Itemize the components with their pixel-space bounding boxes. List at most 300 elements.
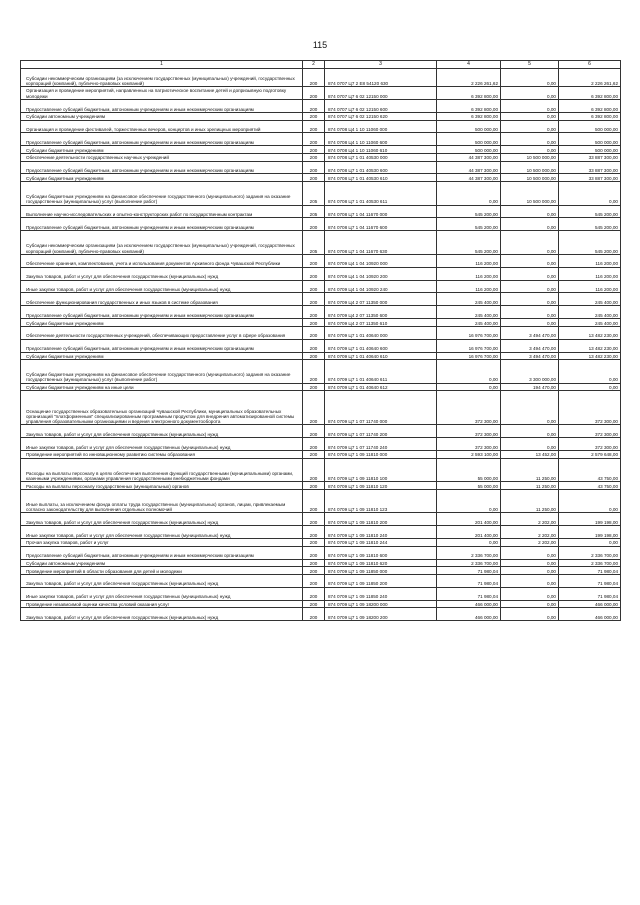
- row-amount-approved: 201 400,00: [437, 513, 501, 526]
- row-amount-total: 372 300,00: [559, 425, 621, 438]
- table-row: [21, 383, 621, 391]
- row-amount-change: 11 250,00: [501, 482, 559, 490]
- table-row: [21, 120, 621, 133]
- row-classification-code: 874 0708 Ц7 1 01 40530 600: [325, 161, 437, 174]
- row-description: Субсидии бюджетным учреждениям: [21, 146, 303, 154]
- row-amount-total: 0,00: [559, 182, 621, 206]
- table-row: [21, 513, 621, 526]
- row-amount-total: 33 887 300,00: [559, 153, 621, 161]
- row-code: 200: [303, 526, 325, 539]
- row-code: 200: [303, 574, 325, 587]
- row-amount-approved: 2 593 100,00: [437, 451, 501, 459]
- table-row: [21, 526, 621, 539]
- row-code: 200: [303, 539, 325, 547]
- table-row: [21, 546, 621, 559]
- row-amount-approved: 466 000,00: [437, 608, 501, 621]
- row-amount-total: 500 000,00: [559, 146, 621, 154]
- row-classification-code: 874 0709 Ц7 1 09 11810 240: [325, 526, 437, 539]
- row-code: 200: [303, 254, 325, 267]
- row-description: Организация и проведение фестивалей, торжественных вечеров, концертов и иных зрелищных мероприятий: [21, 120, 303, 133]
- row-amount-change: 0,00: [501, 254, 559, 267]
- row-amount-change: 0,00: [501, 231, 559, 255]
- row-classification-code: 874 0708 Ц7 1 04 11670 630: [325, 231, 437, 255]
- row-amount-total: 0,00: [559, 360, 621, 384]
- row-amount-total: 466 000,00: [559, 600, 621, 608]
- row-amount-total: 13 482 230,00: [559, 339, 621, 352]
- row-code: 200: [303, 100, 325, 113]
- row-classification-code: 874 0709 Ц7 1 09 11810 120: [325, 482, 437, 490]
- table-row: [21, 306, 621, 319]
- row-description: Субсидии бюджетным учреждениям: [21, 174, 303, 182]
- row-classification-code: 874 0709 Ц7 1 01 40640 612: [325, 383, 437, 391]
- row-classification-code: 874 0709 Ц7 1 09 11810 123: [325, 489, 437, 513]
- row-classification-code: 874 0707 Ц7 6 02 12150 000: [325, 87, 437, 100]
- row-amount-approved: 16 976 700,00: [437, 352, 501, 360]
- row-description: Расходы на выплаты персоналу в целях обеспечения выполнения функций государственными (муниципальными) органами, казенными учреждениями, органами управления государственными внебюджетными фондами: [21, 458, 303, 482]
- row-classification-code: 874 0708 Ц7 1 04 11670 000: [325, 205, 437, 218]
- row-amount-change: 3 494 470,00: [501, 326, 559, 339]
- row-description: Предоставление субсидий бюджетным, автономным учреждениям и иным некоммерческим организациям: [21, 133, 303, 146]
- row-classification-code: 874 0709 Ц7 1 09 11850 000: [325, 567, 437, 575]
- row-description: Субсидии некоммерческим организациям (за исключением государственных (муниципальных) учреждений, государственных корпораций (компаний), публично-правовых компаний): [21, 231, 303, 255]
- row-amount-change: 0,00: [501, 133, 559, 146]
- row-code: 200: [303, 339, 325, 352]
- row-description: Предоставление субсидий бюджетным, автономным учреждениям и иным некоммерческим организациям: [21, 161, 303, 174]
- row-code: 200: [303, 451, 325, 459]
- row-amount-change: 11 250,00: [501, 489, 559, 513]
- row-amount-approved: 245 400,00: [437, 319, 501, 327]
- row-amount-total: 33 887 300,00: [559, 161, 621, 174]
- row-description: Закупка товаров, работ и услуг для обеспечения государственных (муниципальных) нужд: [21, 574, 303, 587]
- row-amount-approved: 372 300,00: [437, 425, 501, 438]
- row-classification-code: 874 0708 Ц7 1 01 40530 610: [325, 174, 437, 182]
- row-classification-code: 874 0709 Ц4 1 04 10920 200: [325, 267, 437, 280]
- row-classification-code: 874 0709 Ц7 1 09 18200 200: [325, 608, 437, 621]
- row-classification-code: 874 0709 Ц7 1 01 40640 000: [325, 326, 437, 339]
- row-amount-total: 500 000,00: [559, 120, 621, 133]
- row-classification-code: 874 0709 Ц7 1 09 11850 200: [325, 574, 437, 587]
- column-number: 4: [437, 61, 501, 69]
- row-amount-change: 0,00: [501, 205, 559, 218]
- row-amount-approved: 2 336 700,00: [437, 559, 501, 567]
- row-amount-total: 2 579 648,00: [559, 451, 621, 459]
- row-classification-code: 874 0709 Ц7 1 09 11810 620: [325, 559, 437, 567]
- row-amount-change: 0,00: [501, 319, 559, 327]
- row-classification-code: 874 0709 Ц7 1 09 11810 600: [325, 546, 437, 559]
- row-amount-approved: 16 976 700,00: [437, 326, 501, 339]
- row-code: 200: [303, 161, 325, 174]
- table-row: [21, 339, 621, 352]
- row-classification-code: 874 0709 Ц7 1 09 11810 244: [325, 539, 437, 547]
- row-description: Иные закупки товаров, работ и услуг для обеспечения государственных (муниципальных) нужд: [21, 438, 303, 451]
- column-number-row: [21, 61, 621, 69]
- row-amount-change: 0,00: [501, 546, 559, 559]
- row-amount-total: 43 750,00: [559, 458, 621, 482]
- row-amount-total: 6 392 800,00: [559, 112, 621, 120]
- row-code: 200: [303, 438, 325, 451]
- row-amount-change: 2 202,00: [501, 526, 559, 539]
- row-code: 200: [303, 458, 325, 482]
- row-description: Проведение мероприятий в области образования для детей и молодежи: [21, 567, 303, 575]
- row-description: Субсидии бюджетным учреждениям на финансовое обеспечение государственного (муниципального) задания на оказание государственных (муниципальных) услуг (выполнение работ): [21, 360, 303, 384]
- table-row: [21, 326, 621, 339]
- row-amount-change: 10 500 000,00: [501, 153, 559, 161]
- row-classification-code: 874 0708 Ц7 1 01 40530 611: [325, 182, 437, 206]
- row-amount-change: 0,00: [501, 293, 559, 306]
- row-amount-change: 3 494 470,00: [501, 352, 559, 360]
- row-amount-change: 0,00: [501, 574, 559, 587]
- row-amount-total: 116 200,00: [559, 254, 621, 267]
- table-row: [21, 69, 621, 87]
- row-amount-total: 466 000,00: [559, 608, 621, 621]
- row-amount-approved: 116 200,00: [437, 267, 501, 280]
- row-amount-total: 116 200,00: [559, 280, 621, 293]
- table-row: [21, 451, 621, 459]
- row-code: 200: [303, 513, 325, 526]
- row-code: 200: [303, 482, 325, 490]
- table-row: [21, 391, 621, 425]
- row-description: Закупка товаров, работ и услуг для обеспечения государственных (муниципальных) нужд: [21, 425, 303, 438]
- row-amount-total: 13 482 230,00: [559, 352, 621, 360]
- row-amount-approved: 245 400,00: [437, 293, 501, 306]
- row-code: 200: [303, 280, 325, 293]
- row-amount-total: 2 226 261,62: [559, 69, 621, 87]
- table-row: [21, 112, 621, 120]
- row-amount-total: 372 300,00: [559, 438, 621, 451]
- column-number: 3: [325, 61, 437, 69]
- table-row: [21, 205, 621, 218]
- row-code: 200: [303, 133, 325, 146]
- row-code: 200: [303, 218, 325, 231]
- row-description: Обеспечение деятельности государственных научных учреждений: [21, 153, 303, 161]
- row-amount-total: 2 336 700,00: [559, 559, 621, 567]
- row-amount-approved: 500 000,00: [437, 133, 501, 146]
- table-row: [21, 574, 621, 587]
- row-amount-change: 2 202,00: [501, 513, 559, 526]
- row-amount-approved: 245 400,00: [437, 306, 501, 319]
- row-amount-change: 0,00: [501, 280, 559, 293]
- row-description: Предоставление субсидий бюджетным, автономным учреждениям и иным некоммерческим организациям: [21, 546, 303, 559]
- row-amount-total: 245 400,00: [559, 306, 621, 319]
- row-classification-code: 874 0709 Ц7 1 07 11740 240: [325, 438, 437, 451]
- row-amount-total: 71 980,04: [559, 587, 621, 600]
- row-classification-code: 874 0709 Ц7 1 09 11850 240: [325, 587, 437, 600]
- table-row: [21, 352, 621, 360]
- row-description: Предоставление субсидий бюджетным, автономным учреждениям и иным некоммерческим организациям: [21, 306, 303, 319]
- table-row: [21, 567, 621, 575]
- row-description: Закупка товаров, работ и услуг для обеспечения государственных (муниципальных) нужд: [21, 513, 303, 526]
- row-amount-change: 10 500 000,00: [501, 174, 559, 182]
- row-code: 200: [303, 567, 325, 575]
- row-description: Расходы на выплаты персоналу государственных (муниципальных) органов: [21, 482, 303, 490]
- row-amount-approved: 55 000,00: [437, 482, 501, 490]
- row-description: Организация и проведение мероприятий, направленных на патриотическое воспитание детей и допризывную подготовку молодежи: [21, 87, 303, 100]
- table-row: [21, 153, 621, 161]
- row-code: 200: [303, 319, 325, 327]
- row-amount-total: 6 392 800,00: [559, 87, 621, 100]
- table-row: [21, 559, 621, 567]
- row-code: 200: [303, 383, 325, 391]
- row-amount-approved: 6 392 800,00: [437, 87, 501, 100]
- row-amount-approved: 545 200,00: [437, 218, 501, 231]
- table-row: [21, 438, 621, 451]
- row-amount-approved: 116 200,00: [437, 254, 501, 267]
- row-amount-approved: 71 980,04: [437, 587, 501, 600]
- row-amount-approved: 44 387 300,00: [437, 161, 501, 174]
- row-code: 200: [303, 293, 325, 306]
- row-amount-total: 199 198,00: [559, 513, 621, 526]
- row-description: Оснащение государственных образовательных организаций Чувашской Республики, муниципальных образовательных организаций "платформенным" специализированным программным продуктом для внедрения автоматизированной системы управления образовательными организациями и ведения электронного документооборота: [21, 391, 303, 425]
- table-row: [21, 608, 621, 621]
- row-amount-approved: 0,00: [437, 383, 501, 391]
- row-code: 200: [303, 546, 325, 559]
- row-amount-change: 13 452,00: [501, 451, 559, 459]
- row-description: Субсидии бюджетным учреждениям на финансовое обеспечение государственного (муниципального) задания на оказание государственных (муниципальных) услуг (выполнение работ): [21, 182, 303, 206]
- row-amount-approved: 44 387 300,00: [437, 174, 501, 182]
- row-amount-change: 10 500 000,00: [501, 161, 559, 174]
- row-code: 200: [303, 153, 325, 161]
- table-row: [21, 161, 621, 174]
- page-number: 115: [312, 40, 328, 50]
- row-amount-approved: 0,00: [437, 360, 501, 384]
- row-code: 200: [303, 146, 325, 154]
- row-amount-approved: 201 400,00: [437, 526, 501, 539]
- row-classification-code: 874 0709 Ц4 1 04 10920 240: [325, 280, 437, 293]
- row-amount-change: 0,00: [501, 69, 559, 87]
- row-description: Субсидии автономным учреждениям: [21, 112, 303, 120]
- row-classification-code: 874 0709 Ц7 1 01 40640 600: [325, 339, 437, 352]
- row-amount-total: 245 400,00: [559, 293, 621, 306]
- row-description: Предоставление субсидий бюджетным, автономным учреждениям и иным некоммерческим организациям: [21, 339, 303, 352]
- column-number: 1: [21, 61, 303, 69]
- row-description: Субсидии бюджетным учреждениям: [21, 352, 303, 360]
- row-amount-total: 500 000,00: [559, 133, 621, 146]
- row-amount-approved: 500 000,00: [437, 146, 501, 154]
- row-classification-code: 874 0709 Ц4 2 07 11350 000: [325, 293, 437, 306]
- row-amount-total: 116 200,00: [559, 267, 621, 280]
- table-row: [21, 254, 621, 267]
- row-code: 205: [303, 182, 325, 206]
- row-description: Обеспечение хранения, комплектования, учета и использования документов Архивного фонда Чувашской Республики: [21, 254, 303, 267]
- row-amount-change: 0,00: [501, 306, 559, 319]
- row-classification-code: 874 0707 Ц7 6 02 12150 600: [325, 100, 437, 113]
- table-row: [21, 319, 621, 327]
- row-code: 200: [303, 608, 325, 621]
- row-description: Субсидии автономным учреждениям: [21, 559, 303, 567]
- row-amount-change: 11 250,00: [501, 458, 559, 482]
- table-row: [21, 182, 621, 206]
- row-amount-change: 0,00: [501, 146, 559, 154]
- table-row: [21, 482, 621, 490]
- row-amount-total: 43 750,00: [559, 482, 621, 490]
- row-code: 200: [303, 352, 325, 360]
- table-row: [21, 458, 621, 482]
- column-number: 2: [303, 61, 325, 69]
- row-classification-code: 874 0707 Ц7 6 02 12150 620: [325, 112, 437, 120]
- row-amount-approved: 2 336 700,00: [437, 546, 501, 559]
- row-classification-code: 874 0708 Ц4 1 10 11060 000: [325, 120, 437, 133]
- row-description: Субсидии бюджетным учреждениям: [21, 319, 303, 327]
- row-amount-approved: 55 000,00: [437, 458, 501, 482]
- row-amount-approved: 0,00: [437, 539, 501, 547]
- budget-table-body: [21, 61, 621, 621]
- row-amount-approved: 500 000,00: [437, 120, 501, 133]
- table-row: [21, 280, 621, 293]
- row-code: 200: [303, 267, 325, 280]
- table-row: [21, 489, 621, 513]
- row-amount-approved: 116 200,00: [437, 280, 501, 293]
- row-classification-code: 874 0708 Ц4 1 10 11060 610: [325, 146, 437, 154]
- row-amount-change: 0,00: [501, 218, 559, 231]
- row-amount-approved: 545 200,00: [437, 231, 501, 255]
- row-classification-code: 874 0709 Ц7 1 07 11740 200: [325, 425, 437, 438]
- row-amount-change: 10 500 000,00: [501, 182, 559, 206]
- row-amount-change: 0,00: [501, 391, 559, 425]
- row-description: Проведение мероприятий по инновационному развитию системы образования: [21, 451, 303, 459]
- row-description: Иные закупки товаров, работ и услуг для обеспечения государственных (муниципальных) нужд: [21, 587, 303, 600]
- row-amount-change: 0,00: [501, 112, 559, 120]
- row-code: 200: [303, 559, 325, 567]
- row-description: Выполнение научно-исследовательских и опытно-конструкторских работ по государственным контрактам: [21, 205, 303, 218]
- table-row: [21, 231, 621, 255]
- table-row: [21, 87, 621, 100]
- table-row: [21, 293, 621, 306]
- table-row: [21, 174, 621, 182]
- row-description: Обеспечение функционирования государственных и иных языков в системе образования: [21, 293, 303, 306]
- row-amount-approved: 0,00: [437, 182, 501, 206]
- row-code: 200: [303, 120, 325, 133]
- row-description: Обеспечение деятельности государственных учреждений, обеспечивающих предоставление услуг в сфере образования: [21, 326, 303, 339]
- row-amount-approved: 0,00: [437, 489, 501, 513]
- row-code: 200: [303, 489, 325, 513]
- row-description: Закупка товаров, работ и услуг для обеспечения государственных (муниципальных) нужд: [21, 267, 303, 280]
- row-description: Предоставление субсидий бюджетным, автономным учреждениям и иным некоммерческим организациям: [21, 100, 303, 113]
- table-row: [21, 133, 621, 146]
- row-amount-approved: 44 387 300,00: [437, 153, 501, 161]
- row-amount-change: 0,00: [501, 87, 559, 100]
- column-number: 6: [559, 61, 621, 69]
- row-amount-change: 0,00: [501, 425, 559, 438]
- row-amount-approved: 372 300,00: [437, 438, 501, 451]
- row-amount-approved: 71 980,04: [437, 574, 501, 587]
- row-amount-total: 71 980,04: [559, 567, 621, 575]
- row-code: 200: [303, 69, 325, 87]
- row-amount-change: 0,00: [501, 600, 559, 608]
- row-description: Иные выплаты, за исключением фонда оплаты труда государственных (муниципальных) органов, лицам, привлекаемым согласно законодательству для выполнения отдельных полномочий: [21, 489, 303, 513]
- row-classification-code: 874 0709 Ц7 1 01 40640 610: [325, 352, 437, 360]
- row-code: 200: [303, 326, 325, 339]
- row-classification-code: 874 0708 Ц4 1 10 11060 600: [325, 133, 437, 146]
- row-description: Иные закупки товаров, работ и услуг для обеспечения государственных (муниципальных) нужд: [21, 280, 303, 293]
- table-row: [21, 100, 621, 113]
- row-classification-code: 874 0708 Ц7 1 04 11670 600: [325, 218, 437, 231]
- row-amount-total: 545 200,00: [559, 218, 621, 231]
- row-amount-change: 194 470,00: [501, 383, 559, 391]
- table-row: [21, 218, 621, 231]
- row-amount-approved: 6 392 800,00: [437, 112, 501, 120]
- row-amount-change: 3 300 000,00: [501, 360, 559, 384]
- row-amount-change: 0,00: [501, 559, 559, 567]
- row-amount-total: 372 300,00: [559, 391, 621, 425]
- row-amount-change: 3 494 470,00: [501, 339, 559, 352]
- table-row: [21, 587, 621, 600]
- row-amount-change: 0,00: [501, 120, 559, 133]
- row-amount-approved: 466 000,00: [437, 600, 501, 608]
- row-code: 200: [303, 87, 325, 100]
- row-code: 200: [303, 587, 325, 600]
- row-description: Проведение независимой оценки качества условий оказания услуг: [21, 600, 303, 608]
- row-amount-change: 0,00: [501, 608, 559, 621]
- row-amount-change: 2 202,00: [501, 539, 559, 547]
- row-code: 205: [303, 231, 325, 255]
- row-amount-change: 0,00: [501, 587, 559, 600]
- row-amount-total: 245 400,00: [559, 319, 621, 327]
- row-classification-code: 874 0708 Ц7 1 01 40530 000: [325, 153, 437, 161]
- row-description: Иные закупки товаров, работ и услуг для обеспечения государственных (муниципальных) нужд: [21, 526, 303, 539]
- row-description: Закупка товаров, работ и услуг для обеспечения государственных (муниципальных) нужд: [21, 608, 303, 621]
- row-amount-total: 0,00: [559, 539, 621, 547]
- row-code: 200: [303, 112, 325, 120]
- row-classification-code: 874 0709 Ц7 1 09 11810 000: [325, 451, 437, 459]
- budget-table: [20, 60, 621, 621]
- row-amount-approved: 545 200,00: [437, 205, 501, 218]
- row-amount-total: 6 392 800,00: [559, 100, 621, 113]
- row-amount-total: 13 482 230,00: [559, 326, 621, 339]
- row-amount-total: 71 980,04: [559, 574, 621, 587]
- table-row: [21, 600, 621, 608]
- row-description: Субсидии бюджетным учреждениям на иные цели: [21, 383, 303, 391]
- row-amount-total: 199 198,00: [559, 526, 621, 539]
- row-code: 200: [303, 391, 325, 425]
- row-amount-total: 33 887 300,00: [559, 174, 621, 182]
- column-number: 5: [501, 61, 559, 69]
- row-classification-code: 874 0709 Ц4 2 07 11350 600: [325, 306, 437, 319]
- table-row: [21, 360, 621, 384]
- row-amount-total: 545 200,00: [559, 231, 621, 255]
- row-amount-change: 0,00: [501, 567, 559, 575]
- row-classification-code: 874 0709 Ц4 2 07 11350 610: [325, 319, 437, 327]
- row-classification-code: 874 0709 Ц4 1 04 10920 000: [325, 254, 437, 267]
- row-amount-approved: 372 300,00: [437, 391, 501, 425]
- row-code: 200: [303, 306, 325, 319]
- table-row: [21, 267, 621, 280]
- row-amount-total: 0,00: [559, 489, 621, 513]
- row-description: Предоставление субсидий бюджетным, автономным учреждениям и иным некоммерческим организациям: [21, 218, 303, 231]
- row-classification-code: 874 0709 Ц7 1 09 11810 200: [325, 513, 437, 526]
- row-code: 200: [303, 360, 325, 384]
- table-row: [21, 539, 621, 547]
- row-amount-total: 0,00: [559, 383, 621, 391]
- row-amount-approved: 16 976 700,00: [437, 339, 501, 352]
- row-amount-change: 0,00: [501, 438, 559, 451]
- row-code: 205: [303, 205, 325, 218]
- row-code: 200: [303, 174, 325, 182]
- row-classification-code: 874 0709 Ц7 1 09 18200 000: [325, 600, 437, 608]
- row-code: 200: [303, 425, 325, 438]
- row-amount-total: 2 336 700,00: [559, 546, 621, 559]
- row-amount-change: 0,00: [501, 100, 559, 113]
- row-amount-approved: 2 226 261,62: [437, 69, 501, 87]
- table-row: [21, 425, 621, 438]
- row-description: Субсидии некоммерческим организациям (за исключением государственных (муниципальных) учреждений, государственных корпораций (компаний), публично-правовых компаний): [21, 69, 303, 87]
- table-row: [21, 146, 621, 154]
- row-amount-change: 0,00: [501, 267, 559, 280]
- row-code: 200: [303, 600, 325, 608]
- row-amount-approved: 6 392 800,00: [437, 100, 501, 113]
- row-classification-code: 874 0709 Ц7 1 01 40640 611: [325, 360, 437, 384]
- row-classification-code: 874 0709 Ц7 1 07 11740 000: [325, 391, 437, 425]
- row-amount-total: 545 200,00: [559, 205, 621, 218]
